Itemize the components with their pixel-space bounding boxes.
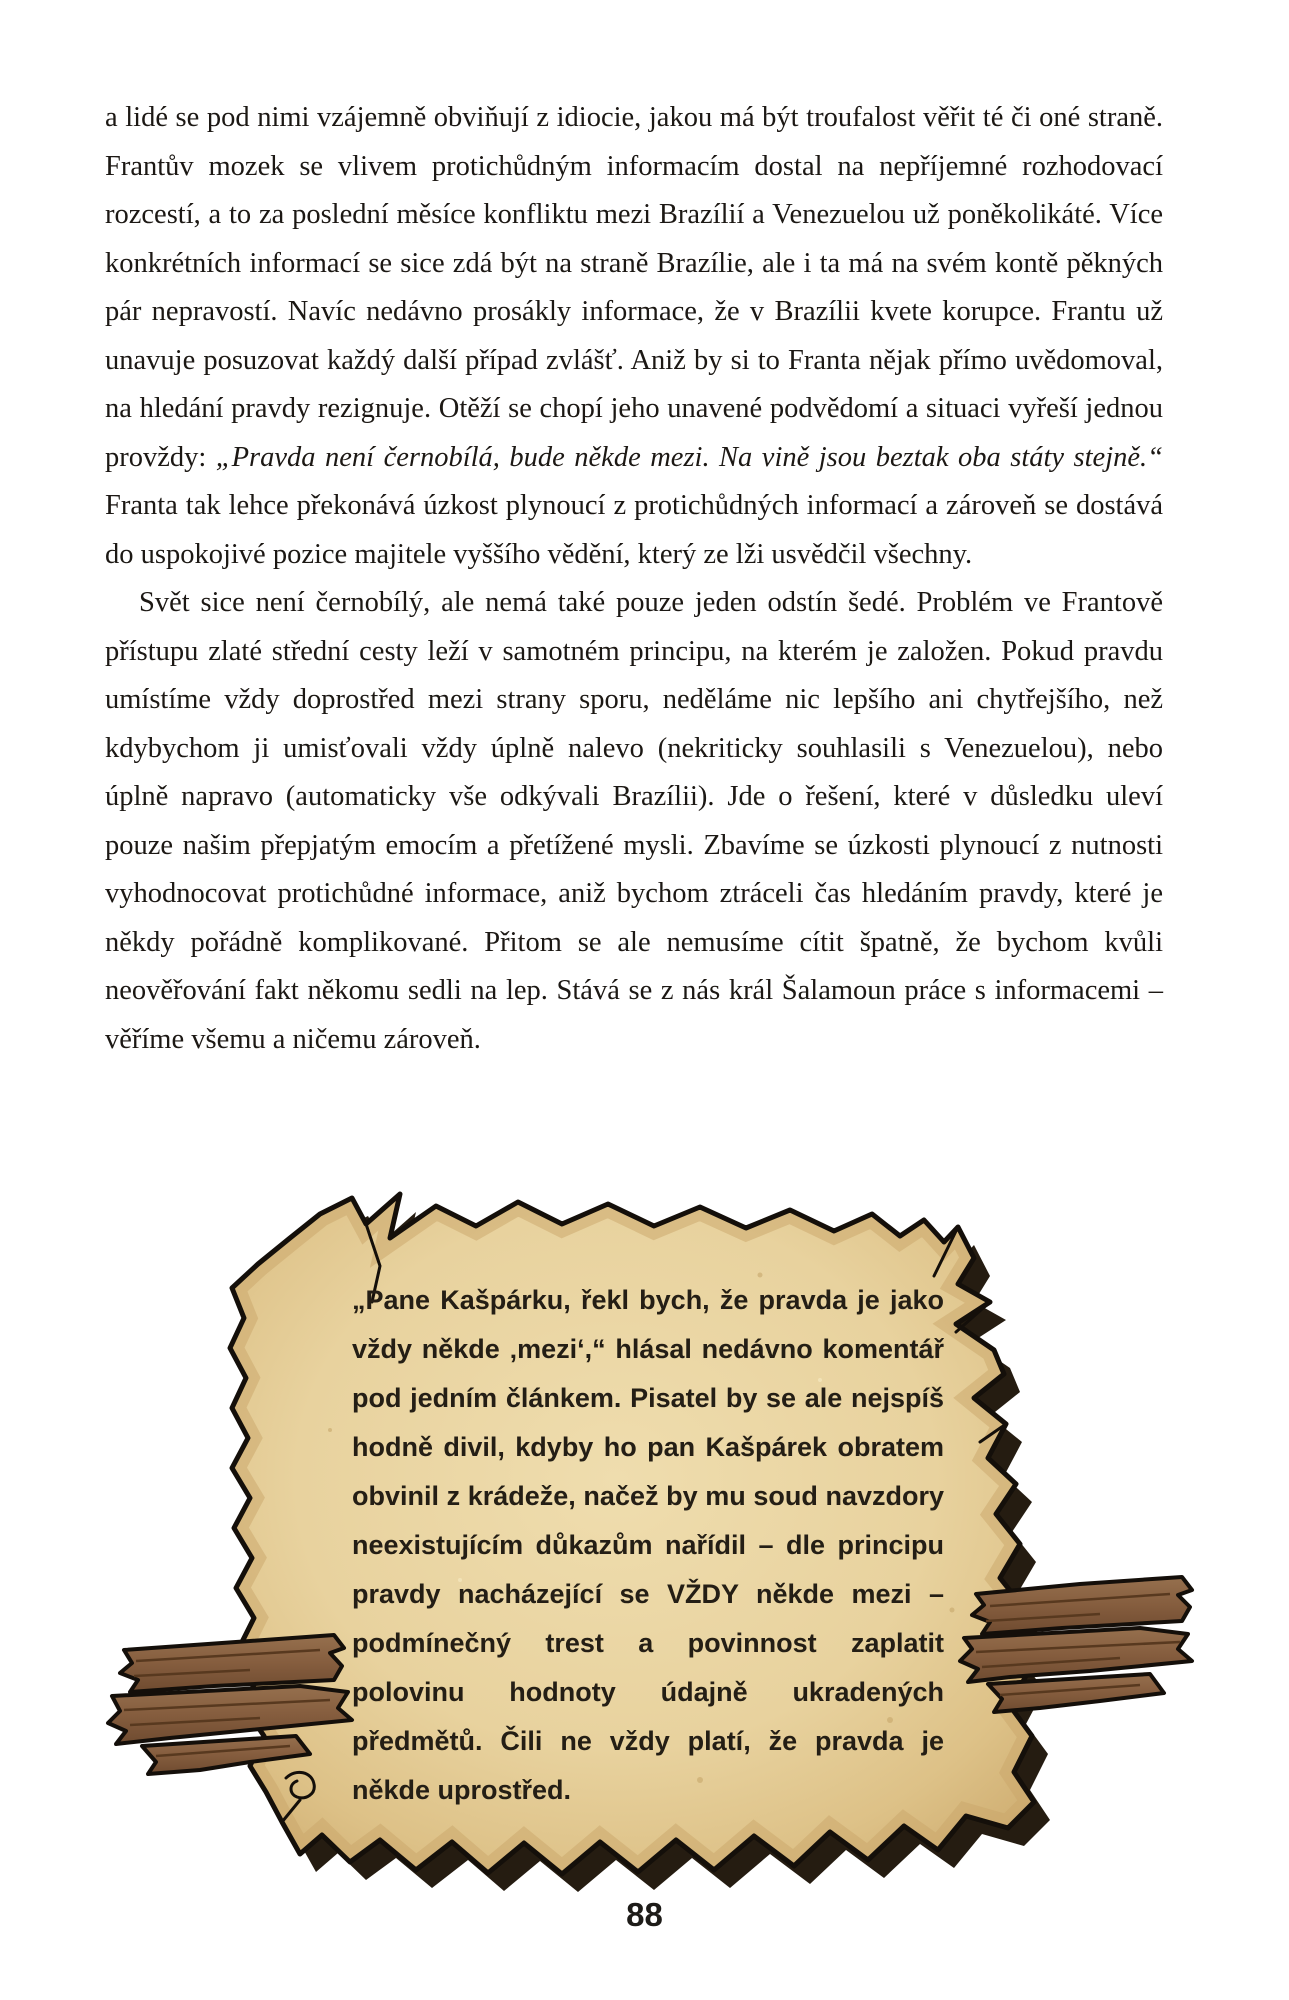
paragraph-1-text: a lidé se pod nimi vzájemně obviňují z idiocie, jakou má být troufalost věřit té či oné straně. Frantův mozek se vlivem protichůdným informacím dostal na nepříjemné rozhodovací rozcestí, a to za poslední měsíce konfliktu mezi Brazílií a Venezuelou už poněkolikáté. Více konkrétních informací se sice zdá být na straně Brazílie, ale i ta má na svém kontě pěkných pár nepravostí. Navíc nedávno prosákly informace, že v Brazílii kvete korupce. Frantu už unavuje posuzovat každý další případ zvlášť. Aniž by si to Franta nějak přímo uvědomoval, na hledání pravdy rezignuje. Otěží se chopí jeho unavené podvědomí a situaci vyřeší jednou provždy: <box>105 102 1163 473</box>
paragraph-1-quote-italic: „Pravda není černobílá, bude někde mezi. Na vině jsou beztak oba státy stejně.“ <box>215 441 1163 473</box>
paragraph-1 <box>105 94 1163 579</box>
page-number: 88 <box>626 1896 663 1933</box>
paragraph-2: Svět sice není černobílý, ale nemá také pouze jeden odstín šedé. Problém ve Frantově přístupu zlaté střední cesty leží v samotném principu, na kterém je založen. Pokud pravdu umístíme vždy doprostřed mezi strany sporu, neděláme nic lepšího ani chytřejšího, než kdybychom ji umisťovali vždy úplně nalevo (nekriticky souhlasili s Venezuelou), nebo úplně napravo (automaticky vše odkývali Brazílii). Jde o řešení, které v důsledku uleví pouze našim přepjatým emocím a přetížené mysli. Zbavíme se úzkosti plynoucí z nutnosti vyhodnocovat protichůdné informace, aniž bychom ztráceli čas hledáním pravdy, které je někdy pořádně komplikované. Přitom se ale nemusíme cítit špatně, že bychom kvůli neověřování fakt někomu sedli na lep. Stává se z nás král Šalamoun práce s informacemi – věříme všemu a ničemu zároveň. <box>105 587 1163 1055</box>
page-footer <box>0 1896 1289 1934</box>
parchment-note <box>0 1180 1289 1940</box>
parchment-quote: „Pane Kašpárku, řekl bych, že pravda je jako vždy někde ‚mezi‘,“ hlásal nedávno komentář pod jedním článkem. Pisatel by se ale nejspíš hodně divil, kdyby ho pan Kašpárek obratem obvinil z krádeže, načež by mu soud navzdory neexistujícím důkazům nařídil – dle principu pravdy nacházející se VŽDY někde mezi – podmínečný trest a povinnost zaplatit polovinu hodnoty údajně ukradených předmětů. Čili ne vždy platí, že pravda je někde uprostřed. <box>352 1285 944 1805</box>
paragraph-1-text-after: Franta tak lehce překonává úzkost plynoucí z protichůdných informací a zároveň se dostává do uspokojivé pozice majitele vyššího vědění, který ze lži usvědčil všechny. <box>105 490 1163 570</box>
wood-plank-right-icon <box>960 1577 1192 1712</box>
body-text <box>105 94 1163 1064</box>
